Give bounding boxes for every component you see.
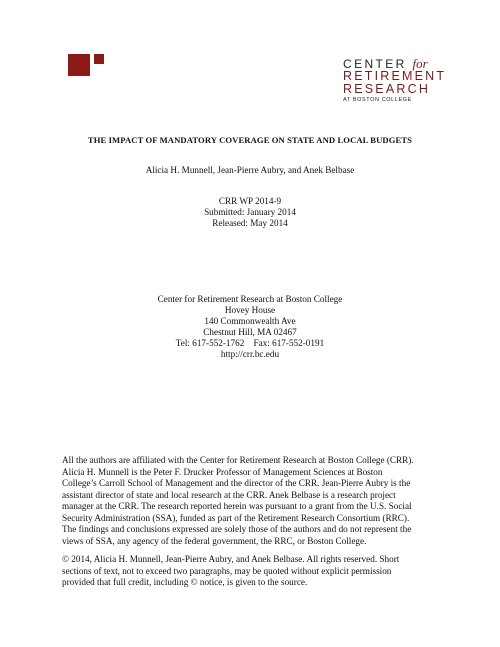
affiliation-line: assistant director of state and local research at the CRR. Anek Belbase is a research project (62, 489, 396, 500)
address-street: 140 Commonwealth Ave (204, 316, 296, 326)
address-city: Chestnut Hill, MA 02467 (203, 327, 297, 337)
address-url[interactable]: http://crr.bc.edu (220, 349, 280, 359)
address-org: Center for Retirement Research at Boston College (157, 294, 343, 304)
affiliation-paragraph (62, 455, 442, 547)
copyright-paragraph (62, 554, 442, 589)
address-building: Hovey House (224, 305, 276, 315)
submitted-date: Submitted: January 2014 (204, 207, 296, 217)
logo-squares (68, 54, 104, 78)
logo-square-small (94, 54, 104, 64)
copyright-line: provided that full credit, including © notice, is given to the source. (62, 577, 308, 587)
affiliation-line: College’s Carroll School of Management and the director of the CRR. Jean-Pierre Aubry is the (62, 478, 411, 488)
affiliation-line: Security Administration (SSA), funded as part of the Retirement Research Consortium (RRC). (62, 512, 410, 523)
address-phone-fax: Tel: 617-552-1762 Fax: 617-552-0191 (175, 338, 325, 348)
affiliation-line: The findings and conclusions expressed are solely those of the authors and do not represent the (62, 524, 412, 534)
copyright-line: © 2014, Alicia H. Munnell, Jean-Pierre Aubry, and Anek Belbase. All rights reserved. Short (62, 554, 400, 564)
paper-number: CRR WP 2014-9 (218, 196, 282, 206)
logo-line-boston-college: AT BOSTON COLLEGE (343, 97, 412, 103)
logo-line-retirement: RETIREMENT (343, 69, 447, 83)
affiliation-line: manager at the CRR. The research reported herein was pursuant to a grant from the U.S. Social (62, 501, 412, 511)
affiliation-line: views of SSA, any agency of the federal government, the RRC, or Boston College. (62, 535, 367, 546)
logo-line-research: RESEARCH (343, 82, 431, 96)
authors: Alicia H. Munnell, Jean-Pierre Aubry, and Anek Belbase (145, 165, 355, 175)
logo-square-large (68, 54, 90, 76)
copyright-line: sections of text, not to exceed two paragraphs, may be quoted without explicit permission (62, 565, 392, 576)
crr-logo (343, 58, 463, 105)
logo-line-center: CENTER for (343, 56, 428, 71)
affiliation-line: Alicia H. Munnell is the Peter F. Drucker Professor of Management Sciences at Boston (62, 466, 383, 477)
paper-title: THE IMPACT OF MANDATORY COVERAGE ON STATE AND LOCAL BUDGETS (87, 135, 413, 145)
affiliation-line: All the authors are affiliated with the Center for Retirement Research at Boston College (CRR). (62, 455, 414, 465)
released-date: Released: May 2014 (212, 218, 288, 228)
